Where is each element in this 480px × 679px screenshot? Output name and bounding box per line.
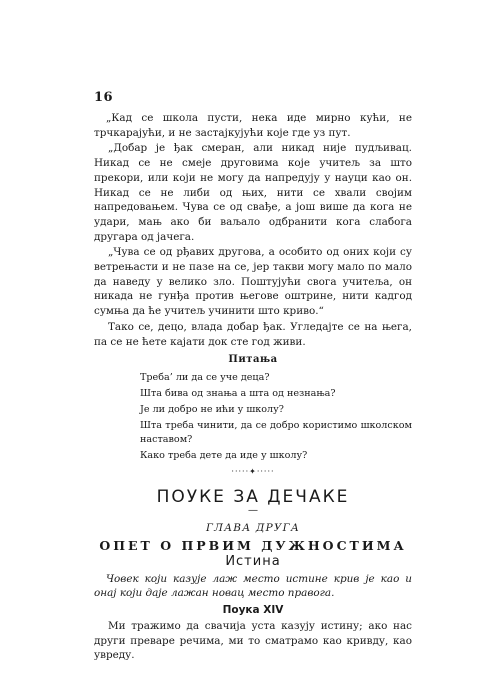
subject-heading: Истина — [225, 554, 281, 570]
chapter-title: ОПЕТ О ПРВИМ ДУЖНОСТИМА — [99, 537, 407, 553]
question-2: Шта бива од знања а шта од незнања? — [140, 387, 336, 399]
paragraph-2: „Добар је ђак смеран, али никад није пудљивац. Никад се не смеје друговима које учитељ за што прекори, или који не могу да напредују у науци као он. Никад се не либи од њих, нити се хвали својим напредовањем. Чува се од свађе, а још више да кога не удари, мањ ако би ваљало одбранити кога слабога другара од јачега. — [94, 142, 412, 243]
question-3: Је ли добро не ићи у школу? — [140, 403, 284, 415]
question-5: Како треба дете да иде у школу? — [140, 449, 308, 461]
paragraph-3: „Чува се од рђавих другова, а особито од оних који су ветрењасти и не пазе на се, јер такви могу мало по мало да наведу у велико зло. Поштујући свога учитеља, он никада не гунђа против његове оштрине, нити кадгод сумња да ће учитељ учинити што криво.“ — [94, 246, 412, 318]
paragraph-4: Тако се, децо, влада добар ђак. Угледајте се на њега, па се не ћете кајати док сте год живи. — [94, 320, 412, 348]
ornament-divider: ·····✦····· — [231, 466, 275, 476]
question-1: Треба’ ли да се уче деца? — [140, 371, 270, 383]
motto: Човек који казује лаж место истине крив је као и онај који даје лажан новац место правога. — [94, 573, 412, 600]
paragraph-1: „Кад се школа пусти, нека иде мирно кући, не трчкарајући, и не застајкујући које где уз пут. — [94, 112, 412, 139]
chapter-label: ГЛАВА ДРУГА — [206, 522, 300, 535]
lesson-text: Ми тражимо да свачија уста казују истину; ако нас други преваре речима, ми то сматрамо као кривду, као увреду. — [94, 619, 412, 662]
page-body — [94, 111, 412, 664]
lesson-title: Поука XIV — [222, 604, 284, 617]
questions-heading: Питања — [228, 354, 278, 366]
title-dash: — — [248, 505, 258, 517]
question-4: Шта треба чинити, да се добро користимо школском наставом? — [140, 419, 412, 445]
section-title: ПОУКЕ ЗА ДЕЧАКЕ — [156, 486, 350, 507]
page-number: 16 — [94, 90, 114, 105]
